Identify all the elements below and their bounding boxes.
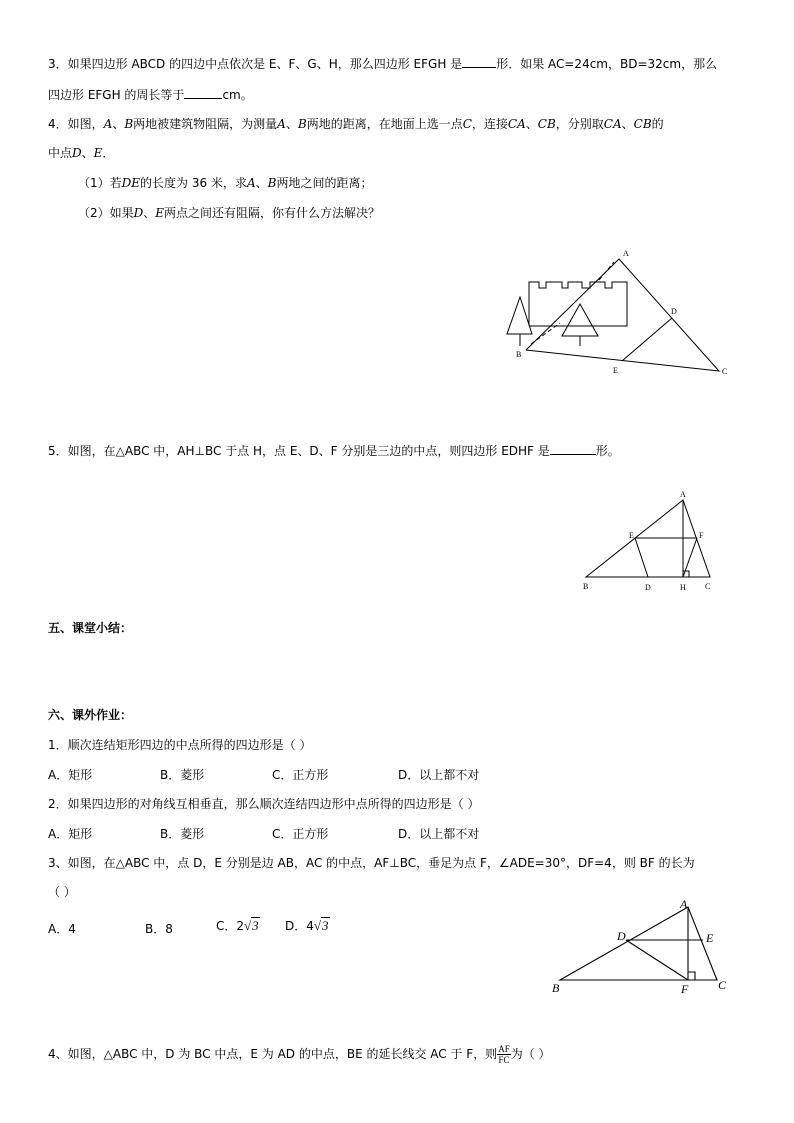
hw3-question: 3、如图，在△ABC 中，点 D，E 分别是边 AB，AC 的中点，AF⊥BC，垂足为点 F，∠ADE=30°，DF=4，则 BF 的长为	[48, 856, 695, 870]
q4-t: 的长度为 36 米，求	[140, 176, 247, 190]
hw3-label-e: E	[706, 931, 714, 945]
q4-var: B	[124, 117, 134, 131]
hw3-option-c-radicand: 3	[252, 918, 259, 933]
q5-text-1: 5．如图，在△ABC 中，AH⊥BC 于点 H，点 E、D、F 分别是三边的中点，则四边形 EDHF 是	[48, 444, 550, 458]
q4-t: 4．如图，	[48, 117, 104, 131]
q4-var: B	[297, 117, 307, 131]
q4-t: 中点	[48, 146, 73, 160]
q4-var: CB	[537, 117, 556, 131]
q4-t: （1）若	[78, 176, 122, 190]
hw3-option-d-label: D．4	[285, 919, 314, 933]
q3-text-1: 3．如果四边形 ABCD 的四边中点依次是 E、F、G、H，那么四边形 EFGH 是	[48, 57, 463, 71]
q4-var: C	[462, 117, 472, 131]
hw4-text-1: 4、如图，△ABC 中，D 为 BC 中点，E 为 AD 的中点，BE 的延长线交 AC 于 F，则	[48, 1047, 498, 1061]
q4-var: CB	[633, 117, 652, 131]
hw4-text-2: 为（ ）	[510, 1047, 551, 1061]
q4-t: 、	[112, 117, 125, 131]
q4-t: 两地被建筑物阻隔，为测量	[133, 117, 278, 131]
q4-var: CA	[507, 117, 526, 131]
hw4-fraction	[497, 1044, 511, 1065]
q4-t: 、	[525, 117, 538, 131]
q5-label-c: C	[705, 582, 711, 591]
hw3-option-c-label: C．2	[216, 919, 245, 933]
q4-label-d: D	[671, 307, 677, 316]
q3-text-4: cm。	[222, 88, 253, 102]
q4-t: 两点之间还有阻隔，你有什么方法解决？	[164, 206, 381, 220]
q3-text-3: 四边形 EFGH 的周长等于	[48, 88, 185, 102]
sqrt-symbol: √3	[244, 918, 259, 933]
q4-var: D	[72, 146, 82, 160]
q4-t: （2）如果	[78, 206, 134, 220]
section-homework-heading: 六、课外作业：	[48, 708, 133, 722]
q4-var: DE	[121, 176, 141, 190]
hw4-question	[48, 1044, 551, 1065]
hw1-option-a[interactable]: A．矩形	[48, 768, 93, 782]
hw3-option-d-radicand: 3	[322, 918, 329, 933]
hw3-option-a[interactable]: A．4	[48, 922, 76, 936]
hw2-option-b[interactable]: B．菱形	[160, 827, 205, 841]
q4-t: 、	[143, 206, 156, 220]
q5-label-b: B	[583, 582, 589, 591]
hw3-label-c: C	[718, 978, 727, 992]
hw1-option-c[interactable]: C．正方形	[272, 768, 329, 782]
hw3-option-b[interactable]: B．8	[145, 922, 173, 936]
hw2-question: 2．如果四边形的对角线互相垂直，那么顺次连结四边形中点所得的四边形是（ ）	[48, 797, 480, 811]
q4-label-a: A	[623, 249, 629, 258]
q4-var: A	[277, 117, 286, 131]
sqrt-symbol: √3	[313, 918, 329, 933]
hw2-option-a[interactable]: A．矩形	[48, 827, 93, 841]
hw1-question: 1．顺次连结矩形四边的中点所得的四边形是（ ）	[48, 738, 312, 752]
hw1-option-b[interactable]: B．菱形	[160, 768, 205, 782]
q4-var: E	[93, 146, 103, 160]
q4-t: 、	[255, 176, 268, 190]
q5-label-h: H	[680, 583, 686, 592]
hw4-fraction-numerator: AF	[498, 1044, 510, 1054]
hw3-label-b: B	[552, 981, 560, 995]
q4-t: 两地之间的距离；	[276, 176, 373, 190]
q4-t: 、	[621, 117, 634, 131]
hw2-option-c[interactable]: C．正方形	[272, 827, 329, 841]
q5-label-d: D	[645, 583, 651, 592]
q4-t: 、	[285, 117, 298, 131]
q4-var: E	[155, 206, 165, 220]
q5-label-e: E	[629, 531, 634, 540]
q4-var: A	[246, 176, 256, 190]
q4-label-c: C	[722, 367, 728, 376]
q4-t: ，分别取	[555, 117, 604, 131]
q4-var: D	[133, 206, 144, 220]
q4-var: CA	[603, 117, 622, 131]
hw3-label-f: F	[681, 982, 689, 996]
q5-text-2: 形。	[595, 444, 620, 458]
hw3-segment-df	[626, 940, 688, 980]
q4-t: 两地的距离，在地面上选一点	[306, 117, 463, 131]
hw2-option-d[interactable]: D．以上都不对	[398, 827, 480, 841]
hw1-option-d[interactable]: D．以上都不对	[398, 768, 480, 782]
q4-t: ．	[102, 146, 115, 160]
q3-text-2: 形．如果 AC=24cm，BD=32cm，那么	[496, 57, 718, 71]
q4-t: 的	[651, 117, 664, 131]
q5-label-a: A	[680, 490, 686, 499]
hw3-answer-paren: （ ）	[48, 885, 76, 899]
q4-label-e: E	[613, 366, 618, 375]
hw3-right-angle	[688, 972, 695, 980]
q4-t: ，连接	[471, 117, 508, 131]
hw4-fraction-denominator: FC	[498, 1055, 510, 1065]
q4-var: B	[267, 176, 277, 190]
section-summary-heading: 五、课堂小结：	[48, 621, 133, 635]
hw3-label-d: D	[617, 929, 626, 943]
q4-t: 、	[81, 146, 94, 160]
q5-label-f: F	[699, 531, 704, 540]
hw3-label-a: A	[680, 897, 688, 911]
q4-label-b: B	[516, 350, 522, 359]
hw3-triangle	[560, 907, 717, 980]
q4-var: A	[103, 117, 113, 131]
